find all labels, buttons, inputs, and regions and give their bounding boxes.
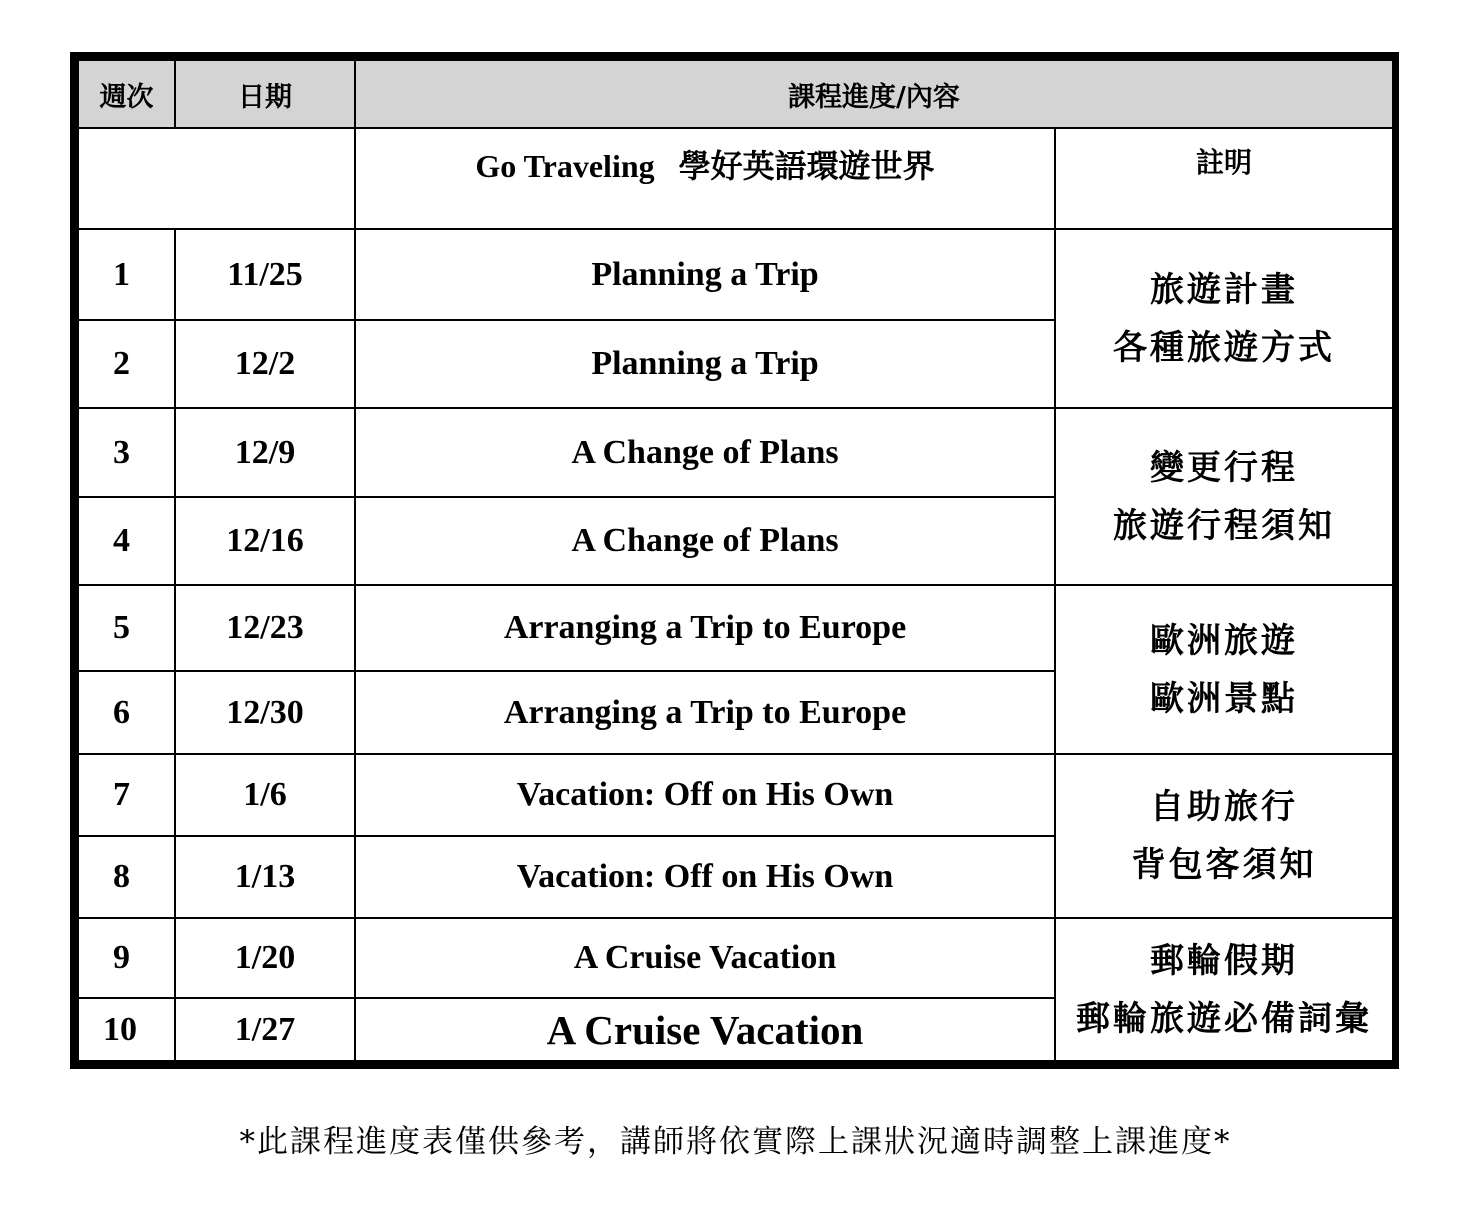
date-cell: 1/27 [175, 998, 355, 1061]
lesson-title: A Cruise Vacation [355, 918, 1055, 998]
week-number: 2 [78, 320, 175, 408]
header-row [78, 60, 1393, 128]
date-cell: 1/13 [175, 836, 355, 918]
note-line: 旅遊計畫 [1150, 269, 1298, 310]
note-cell [1055, 408, 1393, 585]
note-line: 自助旅行 [1150, 787, 1298, 827]
date-cell: 12/30 [175, 671, 355, 754]
note-line: 歐洲景點 [1150, 678, 1298, 719]
lesson-title: A Change of Plans [355, 408, 1055, 497]
date-cell: 1/6 [175, 754, 355, 836]
week-number: 8 [78, 836, 175, 918]
date-cell: 12/23 [175, 585, 355, 671]
date-cell: 12/9 [175, 408, 355, 497]
note-cell [1055, 585, 1393, 754]
note-cell [1055, 918, 1393, 1061]
note-line: 背包客須知 [1131, 845, 1317, 885]
table-row [78, 918, 1393, 998]
lesson-title: Planning a Trip [355, 320, 1055, 408]
date-cell: 11/25 [175, 229, 355, 320]
note-line: 變更行程 [1150, 447, 1298, 488]
date-cell: 1/20 [175, 918, 355, 998]
week-header: 週次 [78, 60, 175, 128]
lesson-title: A Cruise Vacation [355, 998, 1055, 1061]
course-schedule [70, 52, 1399, 1069]
table-row [78, 585, 1393, 671]
date-cell: 12/2 [175, 320, 355, 408]
schedule-table [77, 59, 1394, 1062]
note-line: 郵輪假期 [1150, 940, 1298, 981]
week-number: 5 [78, 585, 175, 671]
table-row [78, 229, 1393, 320]
lesson-title: Planning a Trip [355, 229, 1055, 320]
course-title: Go Traveling 學好英語環遊世界 [355, 128, 1055, 229]
date-header: 日期 [175, 60, 355, 128]
lesson-title: Arranging a Trip to Europe [355, 585, 1055, 671]
table-row [78, 754, 1393, 836]
lesson-title: Vacation: Off on His Own [355, 836, 1055, 918]
note-cell [1055, 754, 1393, 918]
week-number: 7 [78, 754, 175, 836]
note-cell [1055, 229, 1393, 408]
week-number: 10 [78, 998, 175, 1061]
schedule-disclaimer: *此課程進度表僅供參考，講師將依實際上課狀況適時調整上課進度* [239, 1124, 1232, 1160]
week-number: 1 [78, 229, 175, 320]
week-number: 4 [78, 497, 175, 585]
table-row [78, 408, 1393, 497]
note-header: 註明 [1055, 128, 1393, 229]
note-line: 郵輪旅遊必備詞彙 [1076, 998, 1372, 1039]
note-line: 旅遊行程須知 [1113, 505, 1335, 546]
week-number: 9 [78, 918, 175, 998]
lesson-title: A Change of Plans [355, 497, 1055, 585]
week-number: 6 [78, 671, 175, 754]
week-number: 3 [78, 408, 175, 497]
date-cell: 12/16 [175, 497, 355, 585]
subheader-row [78, 128, 1393, 229]
content-header: 課程進度/內容 [355, 60, 1393, 128]
subheader-blank [78, 128, 355, 229]
note-line: 各種旅遊方式 [1113, 327, 1335, 368]
note-line: 歐洲旅遊 [1150, 620, 1298, 661]
lesson-title: Arranging a Trip to Europe [355, 671, 1055, 754]
lesson-title: Vacation: Off on His Own [355, 754, 1055, 836]
